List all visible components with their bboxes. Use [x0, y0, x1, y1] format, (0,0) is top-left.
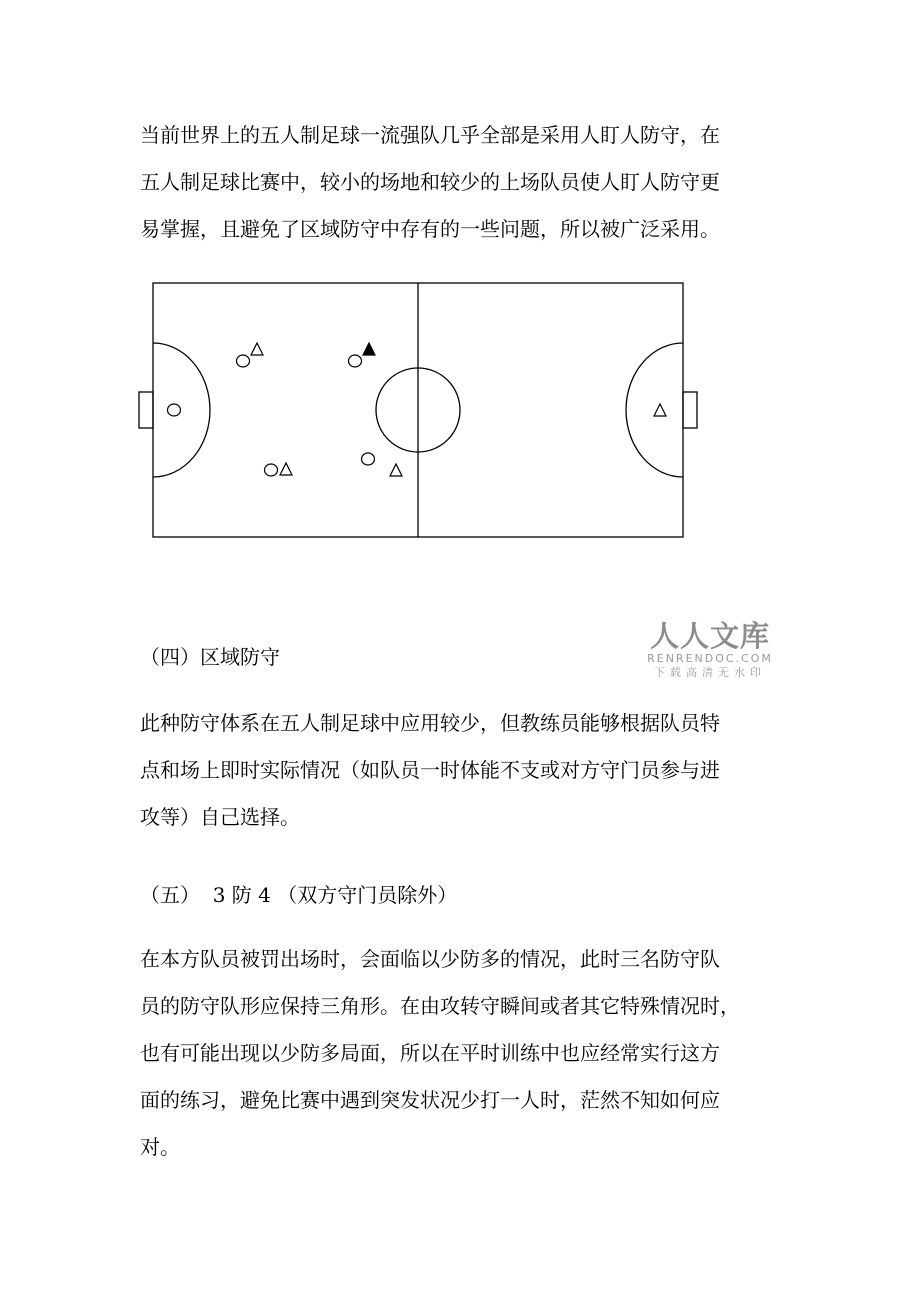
paragraph-line: 也有可能出现以少防多局面，所以在平时训练中也应经常实行这方 [140, 1041, 720, 1065]
attacker-marker [349, 355, 362, 367]
attacker-marker [168, 404, 181, 416]
attacker-marker [265, 464, 278, 476]
paragraph-line: 此种防守体系在五人制足球中应用较少，但教练员能够根据队员特 [140, 711, 720, 735]
paragraph-line: 易掌握，且避免了区域防守中存有的一些问题，所以被广泛采用。 [140, 217, 720, 241]
section-heading-zone-defense: （四）区域防守 [140, 645, 280, 669]
attacker-marker [237, 355, 250, 367]
right-goal [683, 392, 697, 428]
paragraph-line: 员的防守队形应保持三角形。在由攻转守瞬间或者其它特殊情况时， [140, 994, 740, 1018]
left-goal [139, 392, 153, 428]
attacker-marker [362, 453, 375, 465]
left-penalty-arc [153, 343, 210, 477]
paragraph-line: 在本方队员被罚出场时，会面临以少防多的情况，此时三名防守队 [140, 947, 720, 971]
paragraph-3v4 [140, 936, 790, 1171]
watermark [640, 620, 780, 680]
paragraph-line: 攻等）自己选择。 [140, 805, 300, 829]
watermark-domain: RENRENDOC.COM [647, 652, 773, 665]
watermark-subtitle: 下载高清无水印 [654, 666, 766, 679]
paragraph-line: 点和场上即时实际情况（如队员一时体能不支或对方守门员参与进 [140, 758, 720, 782]
watermark-title: 人人文库 [649, 619, 770, 653]
section-heading-3v4: （五） 3 防 4 （双方守门员除外） [140, 883, 458, 907]
paragraph-zone-defense [140, 700, 790, 841]
defender-marker [654, 404, 666, 416]
paragraph-line: 面的练习，避免比赛中遇到突发状况少打一人时，茫然不知如何应 [140, 1088, 720, 1112]
paragraph-line: 对。 [140, 1135, 180, 1159]
right-penalty-arc [626, 343, 683, 477]
defender-marker [390, 464, 402, 476]
defender-marker [280, 463, 292, 475]
paragraph-line: 五人制足球比赛中，较小的场地和较少的上场队员使人盯人防守更 [140, 170, 720, 194]
paragraph-line: 当前世界上的五人制足球一流强队几乎全部是采用人盯人防守，在 [140, 123, 720, 147]
defender-on-ball-marker [363, 343, 375, 355]
paragraph-man-marking [140, 112, 790, 253]
defender-marker [251, 343, 263, 355]
futsal-field-diagram [130, 275, 700, 550]
